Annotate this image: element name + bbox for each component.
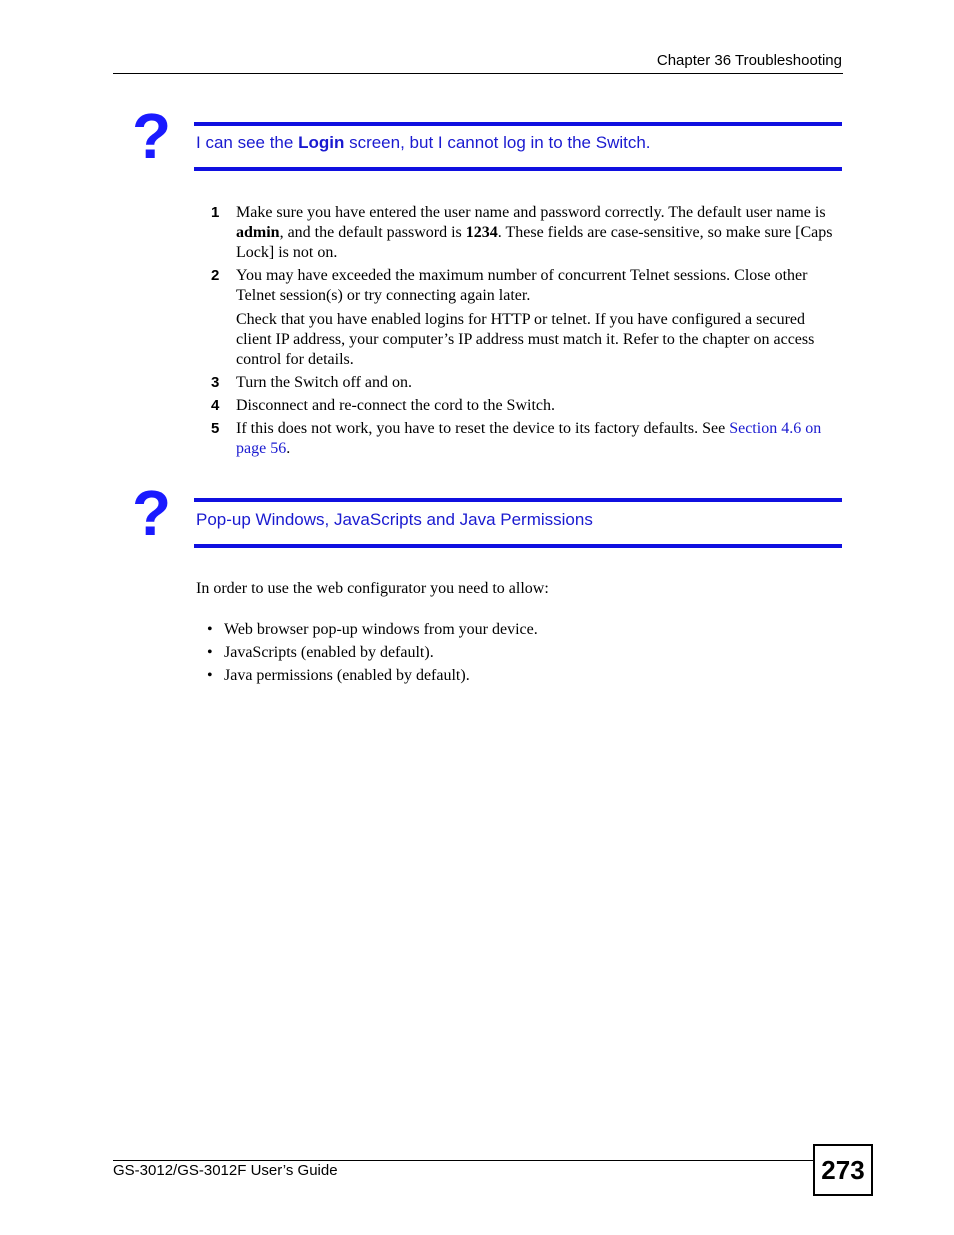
step-text: Disconnect and re-connect the cord to the Switch. <box>236 397 555 414</box>
question-mark-icon: ? <box>132 100 172 172</box>
list-item <box>207 666 538 686</box>
question-top-rule <box>194 498 842 502</box>
step-number: 3 <box>211 374 220 391</box>
default-password: 1234 <box>465 224 498 241</box>
step-number: 1 <box>211 204 220 221</box>
step-text-part: Make sure you have entered the user name and password correctly. The default user name is <box>236 204 826 221</box>
troubleshooting-steps <box>210 203 842 462</box>
question-bottom-rule <box>194 167 842 171</box>
default-username: admin <box>236 224 280 241</box>
step-item <box>210 396 842 416</box>
step-text: You may have exceeded the maximum number of concurrent Telnet sessions. Close other Telnet session(s) or try connecting again later. <box>236 267 808 304</box>
permission-list <box>207 620 538 689</box>
running-header: Chapter 36 Troubleshooting <box>656 52 842 69</box>
list-item-text: Web browser pop-up windows from your device. <box>224 621 538 638</box>
question-mark-icon: ? <box>132 477 172 549</box>
step-item <box>210 373 842 393</box>
question-title-bold: Login <box>298 133 345 152</box>
step-text-part: . These fields are case-sensitive, so make sure [Caps Lock] is not on. <box>236 224 833 261</box>
page-number: 273 <box>813 1144 873 1196</box>
question-title: Pop-up Windows, JavaScripts and Java Permissions <box>196 510 593 529</box>
bullet-icon: • <box>207 621 213 638</box>
step-item <box>210 266 842 370</box>
step-number: 5 <box>211 420 220 437</box>
question-title-text: screen, but I cannot log in to the Switch. <box>344 133 651 152</box>
guide-title: GS-3012/GS-3012F User’s Guide <box>113 1162 338 1179</box>
question-title-text: I can see the <box>196 133 299 152</box>
list-item-text: JavaScripts (enabled by default). <box>224 644 434 661</box>
bullet-icon: • <box>207 644 213 661</box>
section-link[interactable]: Section 4.6 on page 56 <box>236 420 822 457</box>
step-text <box>236 203 842 263</box>
step-text: Turn the Switch off and on. <box>236 374 412 391</box>
list-item-text: Java permissions (enabled by default). <box>224 667 470 684</box>
list-item <box>207 620 538 640</box>
step-number: 4 <box>211 397 220 414</box>
list-item <box>207 643 538 663</box>
step-text <box>236 419 842 459</box>
step-note: Check that you have enabled logins for HTTP or telnet. If you have configured a secured client IP address, your computer’s IP address must match it. Refer to the chapter on access control for details. <box>236 311 815 368</box>
header-rule <box>113 73 843 74</box>
step-text-part: If this does not work, you have to reset the device to its factory defaults. See <box>236 420 730 437</box>
bullet-icon: • <box>207 667 213 684</box>
intro-paragraph: In order to use the web configurator you need to allow: <box>196 580 549 597</box>
step-item <box>210 419 842 459</box>
question-title <box>196 133 651 153</box>
question-bottom-rule <box>194 544 842 548</box>
step-text-part: , and the default password is <box>279 224 466 241</box>
question-top-rule <box>194 122 842 126</box>
step-text-part: . <box>286 440 291 457</box>
footer-rule <box>113 1160 813 1161</box>
step-item <box>210 203 842 263</box>
step-number: 2 <box>211 267 220 284</box>
